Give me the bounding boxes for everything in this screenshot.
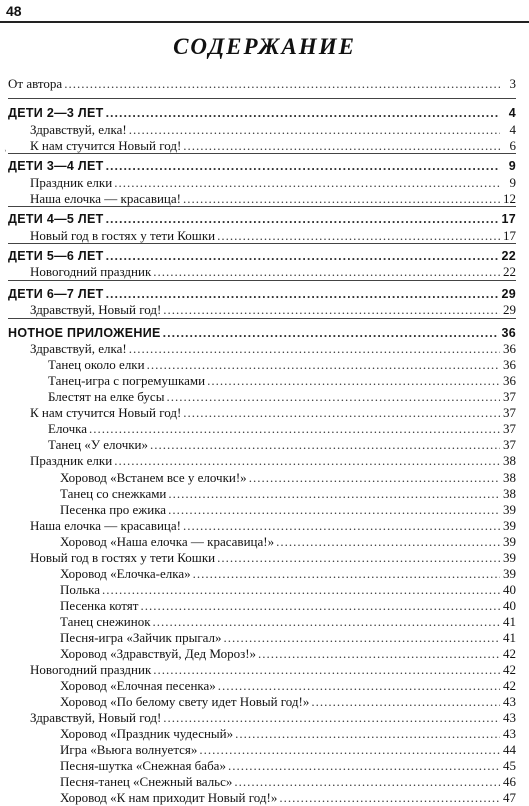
- toc-entry[interactable]: [60, 534, 516, 550]
- toc-leader-dots: [183, 518, 500, 534]
- toc-leader-dots: [114, 453, 500, 469]
- toc-leader-dots: [129, 341, 500, 357]
- toc-leader-dots: [249, 470, 500, 486]
- toc-entry-title: Песня-шутка «Снежная баба»: [60, 758, 226, 773]
- toc-page-number: 47: [503, 790, 516, 805]
- toc-page-number: 29: [501, 287, 516, 301]
- toc-page-number: 9: [509, 175, 516, 190]
- toc-page-number: 17: [503, 228, 516, 243]
- toc-entry[interactable]: [60, 582, 516, 598]
- toc-leader-dots: [114, 175, 500, 191]
- toc-page-number: 3: [509, 76, 516, 91]
- toc-entry-title: Песня-игра «Зайчик прыгал»: [60, 630, 222, 645]
- toc-entry[interactable]: [60, 694, 516, 710]
- toc-page-number: 43: [503, 694, 516, 709]
- toc-entry[interactable]: [30, 138, 516, 154]
- toc-leader-dots: [163, 302, 500, 318]
- toc-entry-title: Хоровод «Здравствуй, Дед Мороз!»: [60, 646, 257, 661]
- toc-entry-title: Праздник елки: [30, 175, 113, 190]
- toc-entry-title: ДЕТИ 4—5 ЛЕТ: [8, 212, 104, 226]
- toc-leader-dots: [276, 534, 500, 550]
- toc-page-number: 6: [509, 138, 516, 153]
- toc-page-number: 38: [503, 453, 516, 468]
- toc-leader-dots: [258, 646, 500, 662]
- toc-page-number: 39: [503, 550, 516, 565]
- pencil-mark: ˎ: [3, 142, 13, 153]
- toc-page-number: 40: [503, 582, 516, 597]
- toc-section-heading[interactable]: [8, 105, 516, 121]
- toc-entry-title: Хоровод «К нам приходит Новый год!»: [60, 790, 278, 805]
- toc-entry[interactable]: [30, 662, 516, 678]
- toc-leader-dots: [147, 357, 500, 373]
- toc-entry-title: Песенка про ежика: [60, 502, 167, 517]
- toc-entry-title: Песня-танец «Снежный вальс»: [60, 774, 233, 789]
- toc-entry[interactable]: [48, 389, 516, 405]
- toc-entry-title: ДЕТИ 6—7 ЛЕТ: [8, 287, 104, 301]
- toc-entry-title: Здравствуй, Новый год!: [30, 710, 162, 725]
- section-divider: [8, 98, 516, 99]
- toc-entry[interactable]: [60, 486, 516, 502]
- toc-page-number: 4: [509, 122, 516, 137]
- toc-entry[interactable]: [30, 228, 516, 244]
- toc-page-number: 17: [501, 212, 516, 226]
- toc-entry-title: ДЕТИ 5—6 ЛЕТ: [8, 249, 104, 263]
- toc-entry[interactable]: [60, 502, 516, 518]
- toc-entry[interactable]: [48, 357, 516, 373]
- toc-leader-dots: [140, 598, 500, 614]
- toc-entry[interactable]: [48, 373, 516, 389]
- toc-entry-title: К нам стучится Новый год!: [30, 138, 182, 153]
- toc-page-number: 36: [501, 326, 516, 340]
- toc-leader-dots: [153, 662, 500, 678]
- toc-section-heading[interactable]: [8, 211, 516, 227]
- toc-entry[interactable]: [60, 678, 516, 694]
- toc-leader-dots: [64, 76, 500, 92]
- toc-page-number: 4: [508, 106, 516, 120]
- toc-entry-title: ДЕТИ 3—4 ЛЕТ: [8, 159, 104, 173]
- toc-page-number: 44: [503, 742, 516, 757]
- toc-page-number: 45: [503, 758, 516, 773]
- toc-entry-title: ДЕТИ 2—3 ЛЕТ: [8, 106, 104, 120]
- toc-page-number: 39: [503, 566, 516, 581]
- toc-section-heading[interactable]: [8, 248, 516, 264]
- toc-page-number: 43: [503, 710, 516, 725]
- toc-entry-title: Танец около елки: [48, 357, 145, 372]
- toc-entry-title: Новогодний праздник: [30, 264, 152, 279]
- toc-page-number: 46: [503, 774, 516, 789]
- toc-leader-dots: [224, 630, 500, 646]
- toc-entry-title: Новый год в гостях у тети Кошки: [30, 550, 216, 565]
- toc-leader-dots: [228, 758, 500, 774]
- toc-leader-dots: [106, 248, 500, 264]
- toc-entry[interactable]: [60, 630, 516, 646]
- toc-leader-dots: [311, 694, 500, 710]
- toc-leader-dots: [106, 211, 500, 227]
- toc-leader-dots: [199, 742, 500, 758]
- toc-section-heading[interactable]: [8, 158, 516, 174]
- toc-entry-title: Хоровод «Наша елочка — красавица!»: [60, 534, 275, 549]
- toc-leader-dots: [234, 774, 500, 790]
- toc-entry[interactable]: [30, 191, 516, 207]
- toc-leader-dots: [218, 678, 500, 694]
- toc-entry[interactable]: [30, 453, 516, 469]
- toc-entry-title: Хоровод «Встанем все у елочки!»: [60, 470, 247, 485]
- toc-entry[interactable]: [60, 774, 516, 790]
- toc-entry[interactable]: [30, 550, 516, 566]
- toc-entry-title: Здравствуй, елка!: [30, 122, 127, 137]
- toc-page-number: 37: [503, 437, 516, 452]
- toc-page-number: 12: [503, 191, 516, 206]
- section-divider: [8, 280, 516, 281]
- toc-entry-title: Здравствуй, елка!: [30, 341, 127, 356]
- toc-leader-dots: [106, 286, 500, 302]
- toc-entry[interactable]: [8, 76, 516, 92]
- toc-page-number: 39: [503, 502, 516, 517]
- toc-leader-dots: [217, 550, 500, 566]
- toc-leader-dots: [129, 122, 500, 138]
- toc-leader-dots: [150, 437, 500, 453]
- toc-entry-title: Танец «У елочки»: [48, 437, 149, 452]
- toc-section-heading[interactable]: [8, 325, 516, 341]
- toc-entry-title: Новогодний праздник: [30, 662, 152, 677]
- toc-page-number: 37: [503, 421, 516, 436]
- toc-leader-dots: [235, 726, 500, 742]
- toc-leader-dots: [102, 582, 500, 598]
- toc-entry-title: Блестят на елке бусы: [48, 389, 165, 404]
- toc-leader-dots: [217, 228, 500, 244]
- toc-page-number: 36: [503, 373, 516, 388]
- toc-leader-dots: [153, 264, 500, 280]
- toc-entry[interactable]: [30, 518, 516, 534]
- toc-entry-title: От автора: [8, 76, 63, 91]
- toc-entry-title: Елочка: [48, 421, 88, 436]
- toc-leader-dots: [279, 790, 500, 806]
- toc-leader-dots: [106, 158, 500, 174]
- toc-entry[interactable]: [30, 264, 516, 280]
- toc-entry-title: Танец со снежками: [60, 486, 167, 501]
- toc-entry-title: Хоровод «По белому свету идет Новый год!»: [60, 694, 310, 709]
- toc-entry[interactable]: [60, 790, 516, 806]
- toc-entry-title: Песенка котят: [60, 598, 139, 613]
- toc-page-number: 38: [503, 470, 516, 485]
- toc-page-number: 22: [501, 249, 516, 263]
- toc-entry-title: Игра «Вьюга волнуется»: [60, 742, 198, 757]
- header-rule: [0, 21, 529, 23]
- toc-entry[interactable]: [48, 437, 516, 453]
- toc-entry[interactable]: [60, 566, 516, 582]
- toc-page-number: 43: [503, 726, 516, 741]
- toc-entry[interactable]: [30, 405, 516, 421]
- toc-page-number: 38: [503, 486, 516, 501]
- toc-page-number: 42: [503, 646, 516, 661]
- toc-page-number: 42: [503, 662, 516, 677]
- toc-page-number: 40: [503, 598, 516, 613]
- toc-entry[interactable]: [30, 302, 516, 318]
- toc-page-number: 41: [503, 614, 516, 629]
- toc-entry-title: К нам стучится Новый год!: [30, 405, 182, 420]
- toc-entry[interactable]: [60, 598, 516, 614]
- toc-page-number: 37: [503, 405, 516, 420]
- toc-leader-dots: [183, 405, 500, 421]
- toc-page-number: 36: [503, 357, 516, 372]
- toc-entry-title: Новый год в гостях у тети Кошки: [30, 228, 216, 243]
- toc-entry[interactable]: [60, 646, 516, 662]
- toc-page-number: 36: [503, 341, 516, 356]
- toc-page-number: 42: [503, 678, 516, 693]
- toc-leader-dots: [183, 138, 500, 154]
- toc-leader-dots: [166, 389, 500, 405]
- toc-entry[interactable]: [48, 421, 516, 437]
- toc-leader-dots: [207, 373, 500, 389]
- toc-page-number: 29: [503, 302, 516, 317]
- toc-leader-dots: [193, 566, 500, 582]
- toc-entry-title: Наша елочка — красавица!: [30, 191, 181, 206]
- toc-entry[interactable]: [60, 470, 516, 486]
- toc-entry-title: Наша елочка — красавица!: [30, 518, 181, 533]
- toc-entry[interactable]: [60, 614, 516, 630]
- toc-entry[interactable]: [60, 726, 516, 742]
- toc-page-number: 39: [503, 534, 516, 549]
- toc-entry-title: Праздник елки: [30, 453, 113, 468]
- toc-leader-dots: [106, 105, 500, 121]
- toc-page-number: 39: [503, 518, 516, 533]
- toc-page-number: 41: [503, 630, 516, 645]
- toc-entry-title: Танец-игра с погремушками: [48, 373, 206, 388]
- toc-page-number: 9: [508, 159, 516, 173]
- page-title: СОДЕРЖАНИЕ: [173, 34, 356, 59]
- toc-leader-dots: [183, 191, 500, 207]
- toc-leader-dots: [89, 421, 500, 437]
- toc-entry[interactable]: [60, 758, 516, 774]
- toc-section-heading[interactable]: [8, 286, 516, 302]
- toc-leader-dots: [163, 710, 500, 726]
- toc-entry-title: НОТНОЕ ПРИЛОЖЕНИЕ: [8, 326, 161, 340]
- toc-entry[interactable]: [30, 122, 516, 138]
- section-divider: [8, 318, 516, 319]
- toc-page-number: 37: [503, 389, 516, 404]
- toc-entry[interactable]: [60, 742, 516, 758]
- toc-entry-title: Полька: [60, 582, 101, 597]
- toc-entry-title: Здравствуй, Новый год!: [30, 302, 162, 317]
- toc-entry[interactable]: [30, 341, 516, 357]
- toc-entry-title: Хоровод «Елочная песенка»: [60, 678, 216, 693]
- toc-entry[interactable]: [30, 710, 516, 726]
- toc-page-number: 22: [503, 264, 516, 279]
- toc-leader-dots: [168, 486, 500, 502]
- toc-leader-dots: [163, 325, 500, 341]
- toc-entry-title: Хоровод «Елочка-елка»: [60, 566, 191, 581]
- toc-leader-dots: [168, 502, 500, 518]
- toc-entry-title: Танец снежинок: [60, 614, 151, 629]
- toc-leader-dots: [153, 614, 500, 630]
- page-number: 48: [6, 3, 22, 19]
- toc-entry[interactable]: [30, 175, 516, 191]
- toc-entry-title: Хоровод «Праздник чудесный»: [60, 726, 234, 741]
